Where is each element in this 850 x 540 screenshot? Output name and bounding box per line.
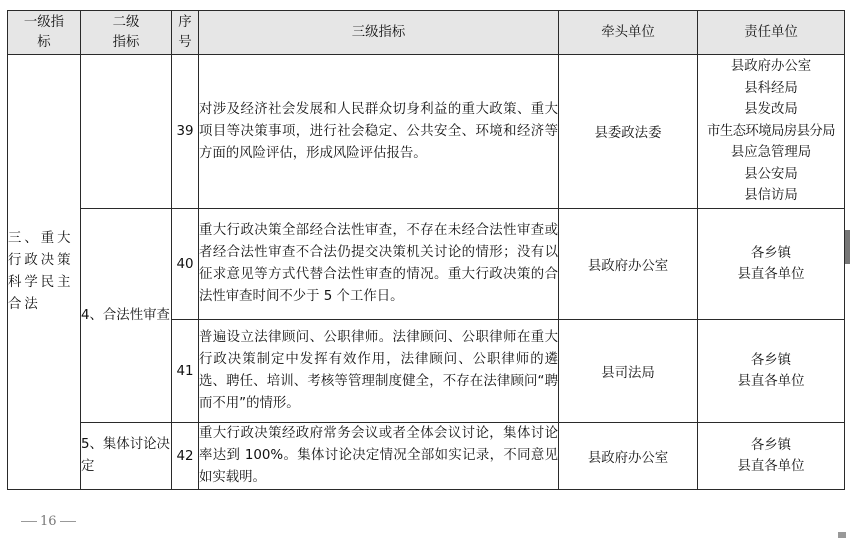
indicator-table <box>7 10 845 490</box>
table-row <box>8 55 845 209</box>
level2-cell <box>81 55 172 209</box>
seq-cell: 42 <box>172 423 199 490</box>
header-seq: 序号 <box>172 11 199 55</box>
lead-cell: 县政府办公室 <box>559 209 698 320</box>
header-row <box>8 11 845 55</box>
seq-cell: 39 <box>172 55 199 209</box>
resp-cell <box>698 209 845 320</box>
resp-item: 县政府办公室 <box>730 59 812 75</box>
level3-cell: 重大行政决策经政府常务会议或者全体会议讨论，集体讨论率达到 100%。集体讨论决定情况全部如实记录，不同意见如实载明。 <box>199 423 559 490</box>
seq-cell: 41 <box>172 320 199 423</box>
lead-cell: 县委政法委 <box>559 55 698 209</box>
level3-cell: 普遍设立法律顾问、公职律师。法律顾问、公职律师在重大行政决策制定中发挥有效作用，法律顾问、公职律师的遴选、聘任、培训、考核等管理制度健全，不存在法律顾问“聘而不用”的情形。 <box>199 320 559 423</box>
resp-item: 县公安局 <box>744 166 798 182</box>
resp-item: 县应急管理局 <box>730 145 812 161</box>
header-level3: 三级指标 <box>199 11 559 55</box>
level2-cell: 5、集体讨论决定 <box>81 423 172 490</box>
resp-item: 各乡镇 <box>750 245 792 261</box>
page-number-value: 16 <box>40 514 57 529</box>
resp-cell <box>698 320 845 423</box>
resp-item: 县发改局 <box>744 102 798 118</box>
header-level1: 一级指标 <box>8 11 81 55</box>
seq-cell: 40 <box>172 209 199 320</box>
resp-item: 各乡镇 <box>750 352 792 368</box>
table-row <box>8 423 845 490</box>
page-number-dash-left <box>21 521 37 522</box>
header-lead: 牵头单位 <box>559 11 698 55</box>
resp-cell <box>698 55 845 209</box>
resp-item: 县信访局 <box>744 188 798 204</box>
resp-item: 县直各单位 <box>737 459 805 474</box>
corner-marker <box>838 532 846 538</box>
header-resp: 责任单位 <box>698 11 845 55</box>
resp-item: 县直各单位 <box>737 267 805 282</box>
resp-item: 县科经局 <box>744 80 798 96</box>
resp-item: 各乡镇 <box>750 437 792 453</box>
resp-cell <box>698 423 845 490</box>
level3-cell: 重大行政决策全部经合法性审查，不存在未经合法性审查或者经合法性审查不合法仍提交决策机关讨论的情形；没有以征求意见等方式代替合法性审查的情况。重大行政决策的合法性审查时间不少于 5 个工作日。 <box>199 209 559 320</box>
level1-cell: 三、重大行政决策科学民主合法 <box>8 55 81 490</box>
level3-cell: 对涉及经济社会发展和人民群众切身利益的重大政策、重大项目等决策事项，进行社会稳定、公共安全、环境和经济等方面的风险评估，形成风险评估报告。 <box>199 55 559 209</box>
table-row <box>8 209 845 320</box>
resp-item: 市生态环境局房县分局 <box>707 123 835 139</box>
scroll-edge-marker <box>845 230 850 264</box>
level2-cell: 4、合法性审查 <box>81 209 172 423</box>
lead-cell: 县司法局 <box>559 320 698 423</box>
lead-cell: 县政府办公室 <box>559 423 698 490</box>
page-number <box>18 514 79 529</box>
page-number-dash-right <box>60 521 76 522</box>
header-level2: 二级指标 <box>81 11 172 55</box>
resp-item: 县直各单位 <box>737 374 805 389</box>
